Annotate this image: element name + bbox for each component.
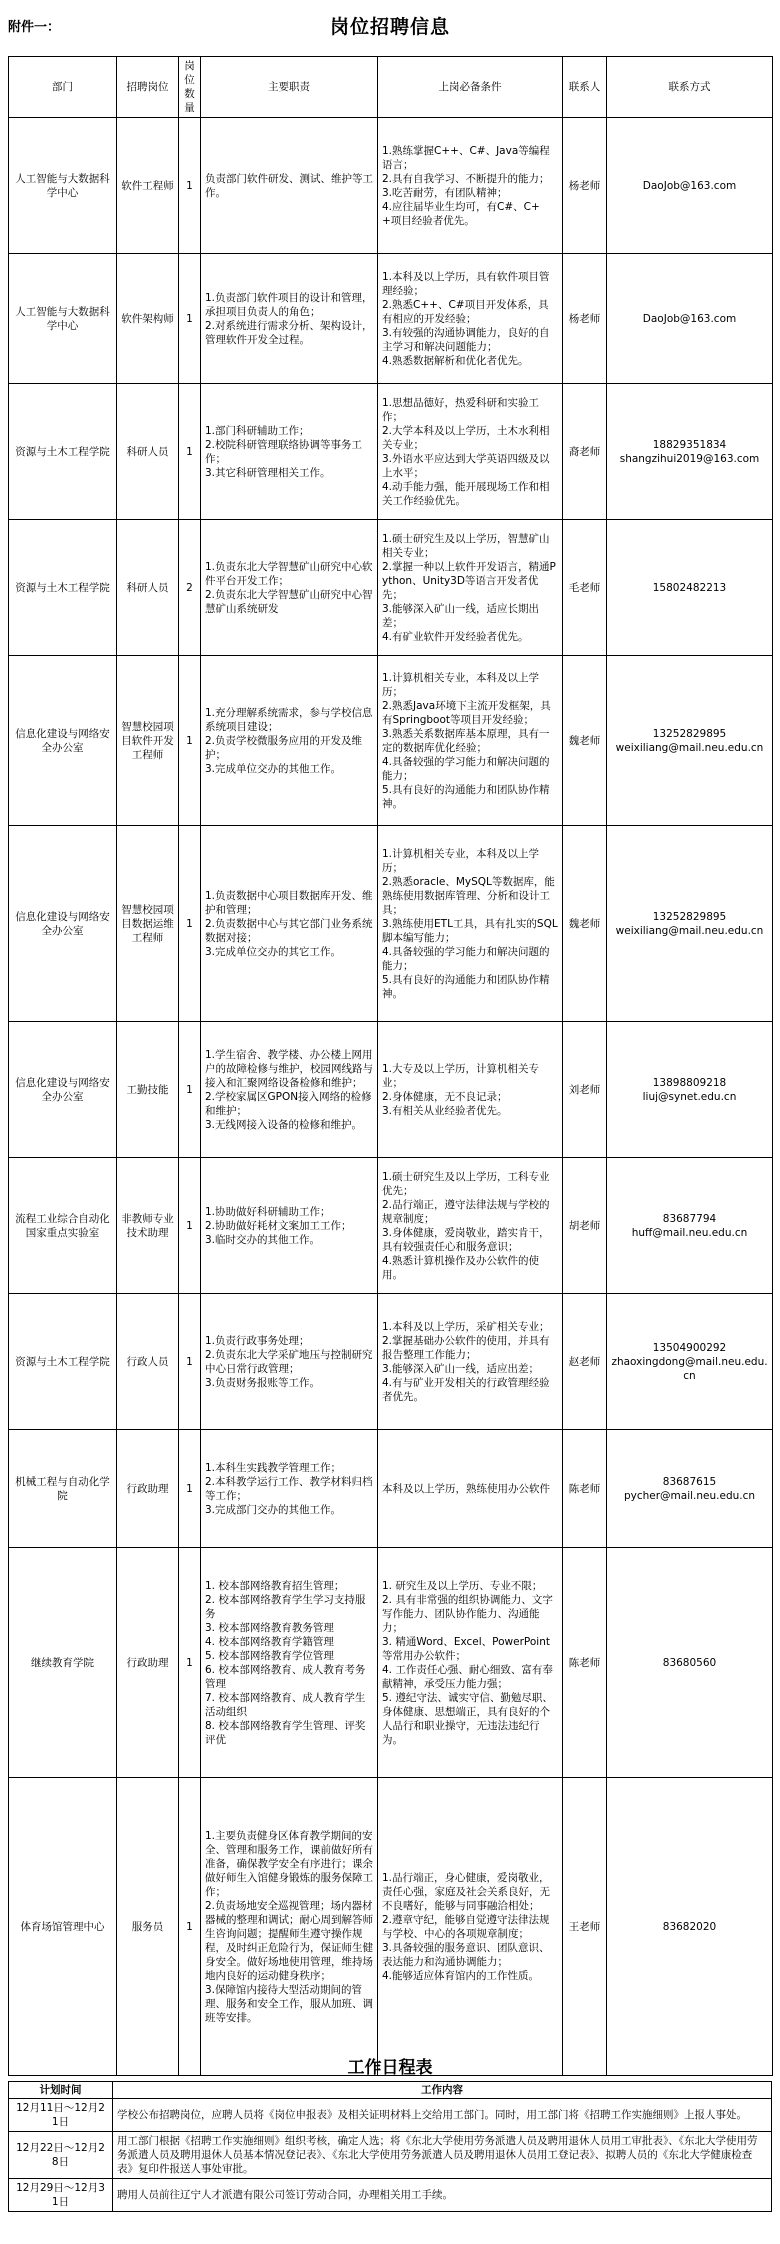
- table-row: [9, 254, 773, 384]
- dept-cell: 人工智能与大数据科学中心: [9, 254, 117, 384]
- table-row: [9, 1778, 773, 2076]
- contact-info-cell: 18829351834 shangzihui2019@163.com: [607, 384, 773, 520]
- contact-info-cell: 83687794 huff@mail.neu.edu.cn: [607, 1158, 773, 1294]
- position-cell: 软件架构师: [117, 254, 179, 384]
- dept-cell: 流程工业综合自动化国家重点实验室: [9, 1158, 117, 1294]
- duties-cell: 1.负责东北大学智慧矿山研究中心软件平台开发工作； 2.负责东北大学智慧矿山研究中心智慧矿山系统研发: [201, 520, 378, 656]
- position-cell: 科研人员: [117, 384, 179, 520]
- dept-cell: 资源与土木工程学院: [9, 1294, 117, 1430]
- count-cell: 1: [179, 1022, 201, 1158]
- column-header-contact: 联系人: [563, 57, 607, 118]
- position-cell: 软件工程师: [117, 118, 179, 254]
- duties-cell: 1.负责部门软件项目的设计和管理，承担项目负责人的角色； 2.对系统进行需求分析、架构设计，管理软件开发全过程。: [201, 254, 378, 384]
- contact-cell: 赵老师: [563, 1294, 607, 1430]
- requirements-cell: 1.计算机相关专业，本科及以上学历； 2.熟悉oracle、MySQL等数据库，能熟练使用数据库管理、分析和设计工具； 3.熟练使用ETL工具，具有扎实的SQL脚本编写能力； 4.具备较强的学习能力和解决问题的能力； 5.具有良好的沟通能力和团队协作精神。: [378, 826, 563, 1022]
- requirements-cell: 1.硕士研究生及以上学历，工科专业优先； 2.品行端正，遵守法律法规与学校的规章制度； 3.身体健康，爱岗敬业，踏实肯干，具有较强责任心和服务意识； 4.熟悉计算机操作及办公软件的使用。: [378, 1158, 563, 1294]
- count-cell: 2: [179, 520, 201, 656]
- count-cell: 1: [179, 254, 201, 384]
- position-cell: 工勤技能: [117, 1022, 179, 1158]
- contact-cell: 魏老师: [563, 656, 607, 826]
- requirements-cell: 1.大专及以上学历，计算机相关专业； 2.身体健康，无不良记录； 3.有相关从业经验者优先。: [378, 1022, 563, 1158]
- contact-info-cell: 13504900292 zhaoxingdong@mail.neu.edu.cn: [607, 1294, 773, 1430]
- position-cell: 行政助理: [117, 1430, 179, 1548]
- duties-cell: 1.学生宿舍、教学楼、办公楼上网用户的故障检修与维护，校园网线路与接入和汇聚网络设备检修和维护； 2.学校家属区GPON接入网络的检修和维护； 3.无线网接入设备的检修和维护。: [201, 1022, 378, 1158]
- dept-cell: 信息化建设与网络安全办公室: [9, 656, 117, 826]
- column-header-requirements: 上岗必备条件: [378, 57, 563, 118]
- schedule-title: 工作日程表: [347, 2058, 433, 2078]
- table-row: [9, 1158, 773, 1294]
- position-cell: 科研人员: [117, 520, 179, 656]
- contact-info-cell: DaoJob@163.com: [607, 118, 773, 254]
- schedule-time-cell: 12月11日～12月21日: [9, 2099, 113, 2132]
- requirements-cell: 1.本科及以上学历，采矿相关专业； 2.掌握基础办公软件的使用，并具有报告整理工作能力； 3.能够深入矿山一线，适应出差； 4.有与矿业开发相关的行政管理经验者优先。: [378, 1294, 563, 1430]
- schedule-row: [9, 2099, 772, 2132]
- contact-cell: 刘老师: [563, 1022, 607, 1158]
- column-header-contact-info: 联系方式: [607, 57, 773, 118]
- contact-cell: 胡老师: [563, 1158, 607, 1294]
- position-cell: 非教师专业技术助理: [117, 1158, 179, 1294]
- column-header-time: 计划时间: [9, 2082, 113, 2099]
- schedule-body: [9, 2099, 772, 2212]
- schedule-content-cell: 聘用人员前往辽宁人才派遣有限公司签订劳动合同，办理相关用工手续。: [113, 2179, 772, 2212]
- dept-cell: 继续教育学院: [9, 1548, 117, 1778]
- table-row: [9, 1022, 773, 1158]
- count-cell: 1: [179, 826, 201, 1022]
- duties-cell: 1.负责数据中心项目数据库开发、维护和管理； 2.负责数据中心与其它部门业务系统数据对接； 3.完成单位交办的其它工作。: [201, 826, 378, 1022]
- table-row: [9, 1430, 773, 1548]
- schedule-time-cell: 12月29日～12月31日: [9, 2179, 113, 2212]
- requirements-cell: 1.思想品德好，热爱科研和实验工作； 2.大学本科及以上学历，土木水利相关专业； 3.外语水平应达到大学英语四级及以上水平； 4.动手能力强，能开展现场工作和相关工作经验优先。: [378, 384, 563, 520]
- count-cell: 1: [179, 1548, 201, 1778]
- duties-cell: 1.本科生实践教学管理工作； 2.本科教学运行工作、教学材料归档等工作； 3.完成部门交办的其他工作。: [201, 1430, 378, 1548]
- count-cell: 1: [179, 1294, 201, 1430]
- count-cell: 1: [179, 1778, 201, 2076]
- table-row: [9, 118, 773, 254]
- table-row: [9, 1548, 773, 1778]
- dept-cell: 信息化建设与网络安全办公室: [9, 1022, 117, 1158]
- column-header-dept: 部门: [9, 57, 117, 118]
- position-cell: 智慧校园项目软件开发工程师: [117, 656, 179, 826]
- duties-cell: 1. 校本部网络教育招生管理； 2. 校本部网络教育学生学习支持服务 3. 校本部网络教育教务管理 4. 校本部网络教育学籍管理 5. 校本部网络教育学位管理 6. 校本部网络教育、成人教育考务管理 7. 校本部网络教育、成人教育学生活动组织 8. 校本部网络教育学生管理、评奖评优: [201, 1548, 378, 1778]
- requirements-cell: 1.本科及以上学历，具有软件项目管理经验； 2.熟悉C++、C#项目开发体系，具有相应的开发经验； 3.有较强的沟通协调能力，良好的自主学习和解决问题能力； 4.熟悉数据解析和优化者优先。: [378, 254, 563, 384]
- column-header-content: 工作内容: [113, 2082, 772, 2099]
- position-cell: 智慧校园项目数据运维工程师: [117, 826, 179, 1022]
- duties-cell: 1.协助做好科研辅助工作； 2.协助做好耗材文案加工工作； 3.临时交办的其他工作。: [201, 1158, 378, 1294]
- requirements-cell: 1. 研究生及以上学历、专业不限； 2. 具有非常强的组织协调能力、文字写作能力、团队协作能力、沟通能力； 3. 精通Word、Excel、PowerPoint等常用办公软件； 4. 工作责任心强、耐心细致、富有奉献精神，承受压力能力强； 5. 遵纪守法、诚实守信、勤勉尽职、身体健康、思想端正，具有良好的个人品行和职业操守，无违法违纪行为。: [378, 1548, 563, 1778]
- position-cell: 服务员: [117, 1778, 179, 2076]
- duties-cell: 1.负责行政事务处理； 2.负责东北大学采矿地压与控制研究中心日常行政管理； 3.负责财务报账等工作。: [201, 1294, 378, 1430]
- job-postings-table: [8, 56, 773, 2076]
- contact-info-cell: 83680560: [607, 1548, 773, 1778]
- count-cell: 1: [179, 656, 201, 826]
- count-cell: 1: [179, 1430, 201, 1548]
- column-header-position: 招聘岗位: [117, 57, 179, 118]
- requirements-cell: 1.硕士研究生及以上学历，智慧矿山相关专业； 2.掌握一种以上软件开发语言，精通Python、Unity3D等语言开发者优先； 3.能够深入矿山一线，适应长期出差； 4.有矿业软件开发经验者优先。: [378, 520, 563, 656]
- table-row: [9, 520, 773, 656]
- column-header-count: 岗位数量: [179, 57, 201, 118]
- schedule-content-cell: 用工部门根据《招聘工作实施细则》组织考核，确定人选；将《东北大学使用劳务派遣人员及聘用退休人员用工审批表》、《东北大学使用劳务派遣人员及聘用退休人员基本情况登记表》、《东北大学使用劳务派遣人员及聘用退休人员用工登记表》、拟聘人员的《东北大学健康检查表》复印件报送人事处审批。: [113, 2132, 772, 2179]
- job-postings-body: [9, 118, 773, 2076]
- contact-cell: 杨老师: [563, 118, 607, 254]
- table-row: [9, 826, 773, 1022]
- schedule-table: [8, 2081, 772, 2212]
- dept-cell: 信息化建设与网络安全办公室: [9, 826, 117, 1022]
- table-row: [9, 384, 773, 520]
- contact-cell: 陈老师: [563, 1430, 607, 1548]
- dept-cell: 人工智能与大数据科学中心: [9, 118, 117, 254]
- contact-cell: 魏老师: [563, 826, 607, 1022]
- annex-label: 附件一：: [8, 20, 61, 35]
- requirements-cell: 本科及以上学历，熟练使用办公软件: [378, 1430, 563, 1548]
- duties-cell: 1.主要负责健身区体育教学期间的安全、管理和服务工作，课前做好所有准备，确保教学安全有序进行；课余做好师生入馆健身锻炼的服务保障工作； 2.负责场地安全巡视管理；场内器材器械的整理和调试；耐心周到解答师生咨询问题；提醒师生遵守操作规程，及时纠正危险行为，保证师生健身安全。做好场地使用管理，维持场地内良好的运动健身秩序； 3.保障馆内接待大型活动期间的管理、服务和安全工作，服从加班、调班等安排。: [201, 1778, 378, 2076]
- requirements-cell: 1.计算机相关专业，本科及以上学历； 2.熟悉Java环境下主流开发框架，具有Springboot等项目开发经验； 3.熟悉关系数据库基本原理，具有一定的数据库优化经验； 4.具备较强的学习能力和解决问题的能力； 5.具有良好的沟通能力和团队协作精神。: [378, 656, 563, 826]
- table-row: [9, 1294, 773, 1430]
- contact-info-cell: 13898809218 liuj@synet.edu.cn: [607, 1022, 773, 1158]
- schedule-header-row: [9, 2082, 772, 2099]
- dept-cell: 机械工程与自动化学院: [9, 1430, 117, 1548]
- contact-info-cell: 13252829895 weixiliang@mail.neu.edu.cn: [607, 656, 773, 826]
- schedule-row: [9, 2132, 772, 2179]
- dept-cell: 资源与土木工程学院: [9, 520, 117, 656]
- dept-cell: 资源与土木工程学院: [9, 384, 117, 520]
- contact-info-cell: 83687615 pycher@mail.neu.edu.cn: [607, 1430, 773, 1548]
- count-cell: 1: [179, 384, 201, 520]
- duties-cell: 1.部门科研辅助工作； 2.校院科研管理联络协调等事务工作； 3.其它科研管理相关工作。: [201, 384, 378, 520]
- contact-info-cell: 83682020: [607, 1778, 773, 2076]
- contact-cell: 毛老师: [563, 520, 607, 656]
- column-header-duties: 主要职责: [201, 57, 378, 118]
- contact-cell: 裔老师: [563, 384, 607, 520]
- count-cell: 1: [179, 118, 201, 254]
- page-title: 岗位招聘信息: [329, 16, 450, 38]
- contact-cell: 王老师: [563, 1778, 607, 2076]
- position-cell: 行政人员: [117, 1294, 179, 1430]
- contact-cell: 杨老师: [563, 254, 607, 384]
- dept-cell: 体育场馆管理中心: [9, 1778, 117, 2076]
- duties-cell: 负责部门软件研发、测试、维护等工作。: [201, 118, 378, 254]
- schedule-time-cell: 12月22日～12月28日: [9, 2132, 113, 2179]
- schedule-content-cell: 学校公布招聘岗位，应聘人员将《岗位申报表》及相关证明材料上交给用工部门。同时，用工部门将《招聘工作实施细则》上报人事处。: [113, 2099, 772, 2132]
- table-row: [9, 656, 773, 826]
- contact-info-cell: 13252829895 weixiliang@mail.neu.edu.cn: [607, 826, 773, 1022]
- schedule-row: [9, 2179, 772, 2212]
- duties-cell: 1.充分理解系统需求，参与学校信息系统项目建设； 2.负责学校微服务应用的开发及维护； 3.完成单位交办的其他工作。: [201, 656, 378, 826]
- requirements-cell: 1.熟练掌握C++、C#、Java等编程语言； 2.具有自我学习、不断提升的能力； 3.吃苦耐劳，有团队精神； 4.应往届毕业生均可，有C#、C++项目经验者优先。: [378, 118, 563, 254]
- contact-cell: 陈老师: [563, 1548, 607, 1778]
- table-header-row: [9, 57, 773, 118]
- contact-info-cell: DaoJob@163.com: [607, 254, 773, 384]
- requirements-cell: 1.品行端正，身心健康，爱岗敬业，责任心强，家庭及社会关系良好，无不良嗜好，能够与同事融洽相处； 2.遵章守纪，能够自觉遵守法律法规与学校、中心的各项规章制度； 3.具备较强的服务意识、团队意识、表达能力和沟通协调能力； 4.能够适应体育馆内的工作性质。: [378, 1778, 563, 2076]
- contact-info-cell: 15802482213: [607, 520, 773, 656]
- position-cell: 行政助理: [117, 1548, 179, 1778]
- count-cell: 1: [179, 1158, 201, 1294]
